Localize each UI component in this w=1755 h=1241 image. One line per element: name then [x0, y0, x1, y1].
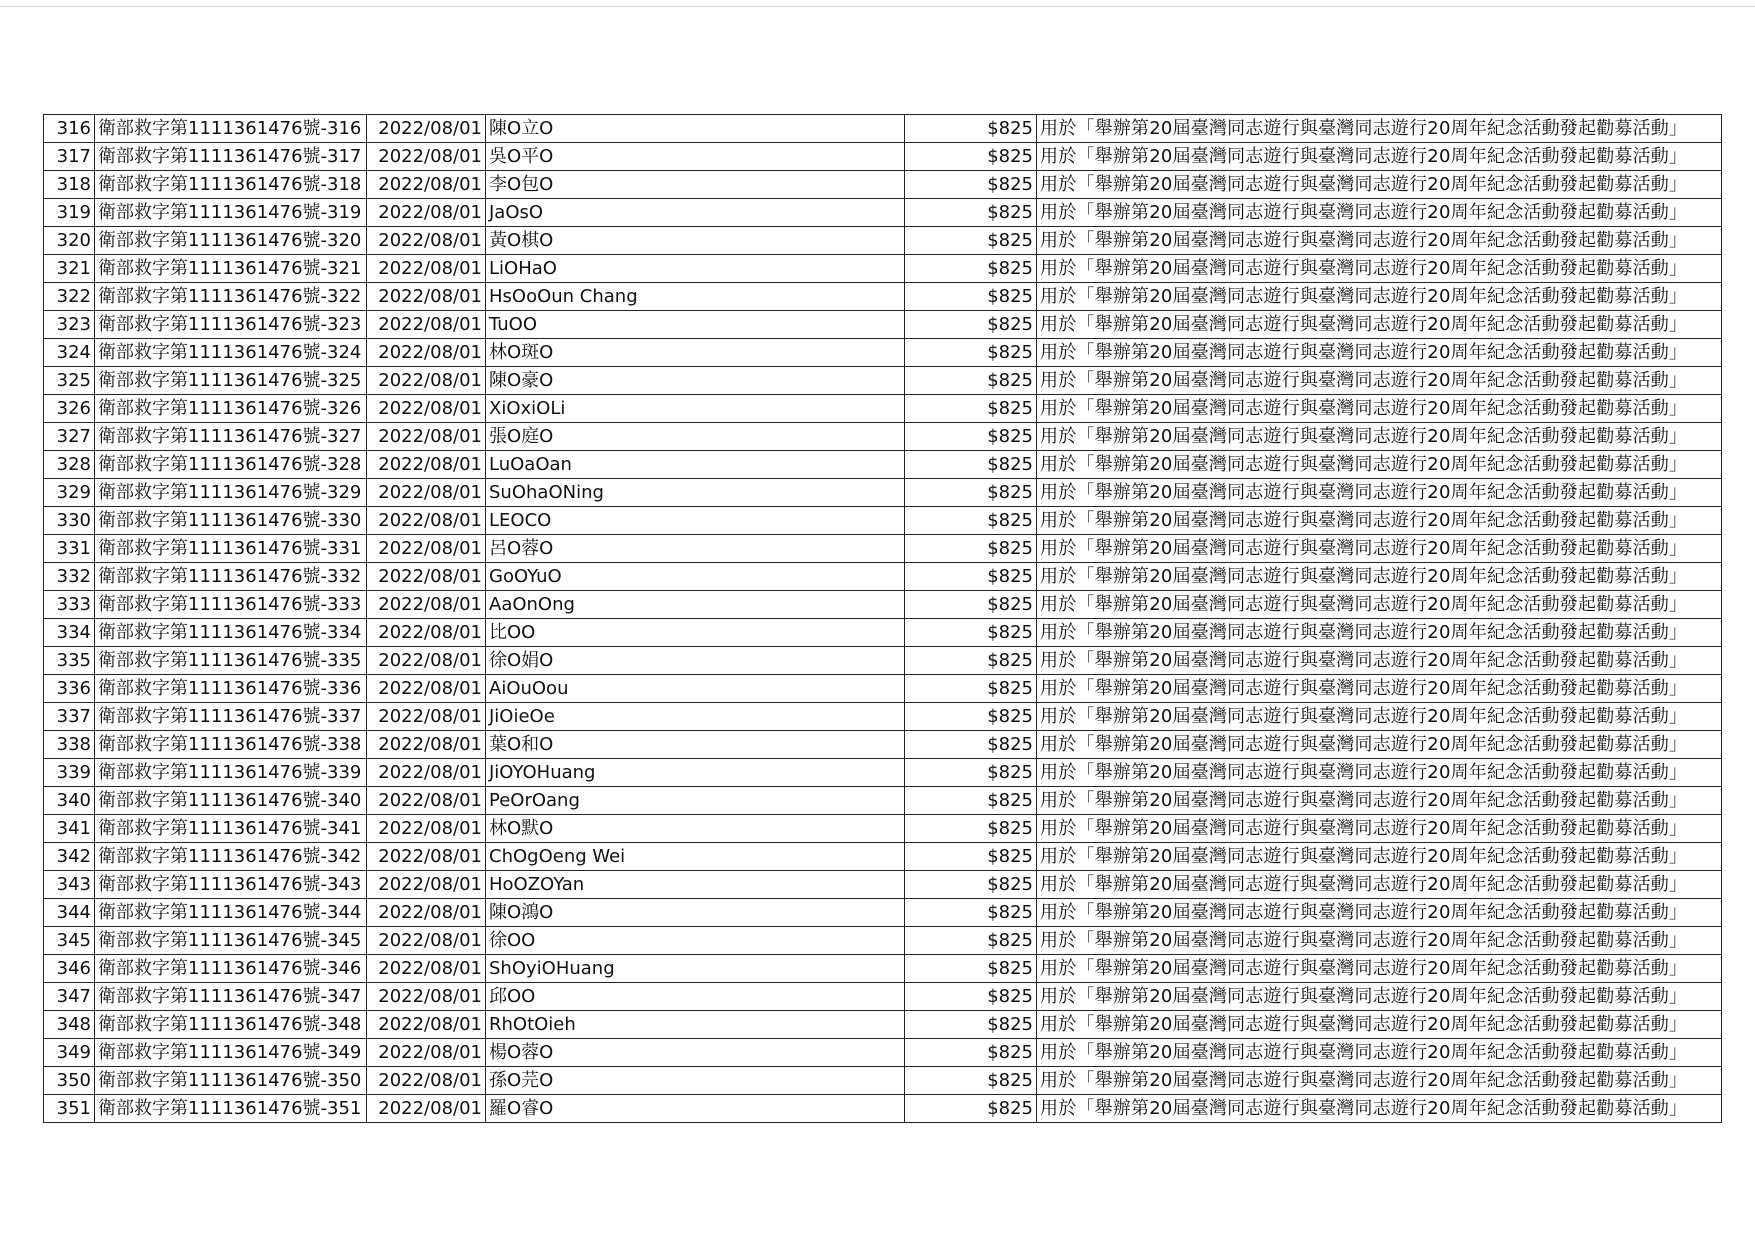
document-number: 衛部救字第1111361476號-336: [95, 675, 367, 703]
donation-amount: $825: [905, 535, 1037, 563]
donation-date: 2022/08/01: [367, 507, 486, 535]
donation-amount: $825: [905, 591, 1037, 619]
donor-name: 邱OO: [486, 983, 905, 1011]
table-row: [44, 647, 1722, 675]
donation-amount: $825: [905, 255, 1037, 283]
document-number: 衛部救字第1111361476號-324: [95, 339, 367, 367]
donation-date: 2022/08/01: [367, 871, 486, 899]
table-row: [44, 423, 1722, 451]
document-number: 衛部救字第1111361476號-342: [95, 843, 367, 871]
donation-purpose: 用於「舉辦第20屆臺灣同志遊行與臺灣同志遊行20周年紀念活動發起勸募活動」: [1037, 255, 1722, 283]
row-number: 332: [44, 563, 95, 591]
document-number: 衛部救字第1111361476號-346: [95, 955, 367, 983]
document-number: 衛部救字第1111361476號-333: [95, 591, 367, 619]
donation-date: 2022/08/01: [367, 787, 486, 815]
row-number: 334: [44, 619, 95, 647]
document-number: 衛部救字第1111361476號-318: [95, 171, 367, 199]
donation-date: 2022/08/01: [367, 423, 486, 451]
donation-amount: $825: [905, 1095, 1037, 1123]
donation-date: 2022/08/01: [367, 731, 486, 759]
donation-amount: $825: [905, 451, 1037, 479]
row-number: 323: [44, 311, 95, 339]
document-number: 衛部救字第1111361476號-322: [95, 283, 367, 311]
table-row: [44, 927, 1722, 955]
row-number: 346: [44, 955, 95, 983]
donation-date: 2022/08/01: [367, 1039, 486, 1067]
table-row: [44, 1095, 1722, 1123]
document-number: 衛部救字第1111361476號-344: [95, 899, 367, 927]
row-number: 348: [44, 1011, 95, 1039]
donation-purpose: 用於「舉辦第20屆臺灣同志遊行與臺灣同志遊行20周年紀念活動發起勸募活動」: [1037, 787, 1722, 815]
donation-purpose: 用於「舉辦第20屆臺灣同志遊行與臺灣同志遊行20周年紀念活動發起勸募活動」: [1037, 1011, 1722, 1039]
donation-amount: $825: [905, 1039, 1037, 1067]
row-number: 331: [44, 535, 95, 563]
donation-date: 2022/08/01: [367, 395, 486, 423]
donor-name: 吳O平O: [486, 143, 905, 171]
document-number: 衛部救字第1111361476號-329: [95, 479, 367, 507]
donation-amount: $825: [905, 787, 1037, 815]
donation-purpose: 用於「舉辦第20屆臺灣同志遊行與臺灣同志遊行20周年紀念活動發起勸募活動」: [1037, 507, 1722, 535]
donation-amount: $825: [905, 843, 1037, 871]
donation-purpose: 用於「舉辦第20屆臺灣同志遊行與臺灣同志遊行20周年紀念活動發起勸募活動」: [1037, 591, 1722, 619]
donation-amount: $825: [905, 927, 1037, 955]
donation-date: 2022/08/01: [367, 479, 486, 507]
donation-date: 2022/08/01: [367, 1067, 486, 1095]
donation-date: 2022/08/01: [367, 283, 486, 311]
donation-amount: $825: [905, 115, 1037, 143]
donation-purpose: 用於「舉辦第20屆臺灣同志遊行與臺灣同志遊行20周年紀念活動發起勸募活動」: [1037, 955, 1722, 983]
row-number: 336: [44, 675, 95, 703]
table-row: [44, 591, 1722, 619]
donation-purpose: 用於「舉辦第20屆臺灣同志遊行與臺灣同志遊行20周年紀念活動發起勸募活動」: [1037, 703, 1722, 731]
document-number: 衛部救字第1111361476號-351: [95, 1095, 367, 1123]
donation-date: 2022/08/01: [367, 619, 486, 647]
donation-purpose: 用於「舉辦第20屆臺灣同志遊行與臺灣同志遊行20周年紀念活動發起勸募活動」: [1037, 423, 1722, 451]
row-number: 338: [44, 731, 95, 759]
donation-amount: $825: [905, 311, 1037, 339]
donation-amount: $825: [905, 227, 1037, 255]
donation-date: 2022/08/01: [367, 171, 486, 199]
table-row: [44, 759, 1722, 787]
donation-amount: $825: [905, 563, 1037, 591]
donation-date: 2022/08/01: [367, 199, 486, 227]
donation-amount: $825: [905, 199, 1037, 227]
table-row: [44, 535, 1722, 563]
donation-purpose: 用於「舉辦第20屆臺灣同志遊行與臺灣同志遊行20周年紀念活動發起勸募活動」: [1037, 479, 1722, 507]
donation-amount: $825: [905, 423, 1037, 451]
table-row: [44, 871, 1722, 899]
document-number: 衛部救字第1111361476號-327: [95, 423, 367, 451]
row-number: 320: [44, 227, 95, 255]
donation-purpose: 用於「舉辦第20屆臺灣同志遊行與臺灣同志遊行20周年紀念活動發起勸募活動」: [1037, 1095, 1722, 1123]
document-number: 衛部救字第1111361476號-349: [95, 1039, 367, 1067]
donation-purpose: 用於「舉辦第20屆臺灣同志遊行與臺灣同志遊行20周年紀念活動發起勸募活動」: [1037, 115, 1722, 143]
donation-purpose: 用於「舉辦第20屆臺灣同志遊行與臺灣同志遊行20周年紀念活動發起勸募活動」: [1037, 1039, 1722, 1067]
row-number: 316: [44, 115, 95, 143]
document-number: 衛部救字第1111361476號-323: [95, 311, 367, 339]
row-number: 319: [44, 199, 95, 227]
donation-date: 2022/08/01: [367, 563, 486, 591]
donation-purpose: 用於「舉辦第20屆臺灣同志遊行與臺灣同志遊行20周年紀念活動發起勸募活動」: [1037, 227, 1722, 255]
donor-name: 楊O蓉O: [486, 1039, 905, 1067]
donation-amount: $825: [905, 703, 1037, 731]
donation-purpose: 用於「舉辦第20屆臺灣同志遊行與臺灣同志遊行20周年紀念活動發起勸募活動」: [1037, 311, 1722, 339]
donation-date: 2022/08/01: [367, 647, 486, 675]
row-number: 337: [44, 703, 95, 731]
table-row: [44, 787, 1722, 815]
donation-purpose: 用於「舉辦第20屆臺灣同志遊行與臺灣同志遊行20周年紀念活動發起勸募活動」: [1037, 899, 1722, 927]
document-number: 衛部救字第1111361476號-328: [95, 451, 367, 479]
table-row: [44, 955, 1722, 983]
table-row: [44, 451, 1722, 479]
donor-name: 呂O蓉O: [486, 535, 905, 563]
donation-date: 2022/08/01: [367, 759, 486, 787]
row-number: 325: [44, 367, 95, 395]
donation-date: 2022/08/01: [367, 591, 486, 619]
donation-date: 2022/08/01: [367, 339, 486, 367]
donation-amount: $825: [905, 955, 1037, 983]
donation-purpose: 用於「舉辦第20屆臺灣同志遊行與臺灣同志遊行20周年紀念活動發起勸募活動」: [1037, 171, 1722, 199]
donor-name: 陳O立O: [486, 115, 905, 143]
donation-amount: $825: [905, 395, 1037, 423]
table-row: [44, 199, 1722, 227]
donation-date: 2022/08/01: [367, 675, 486, 703]
donation-purpose: 用於「舉辦第20屆臺灣同志遊行與臺灣同志遊行20周年紀念活動發起勸募活動」: [1037, 367, 1722, 395]
table-row: [44, 815, 1722, 843]
donation-purpose: 用於「舉辦第20屆臺灣同志遊行與臺灣同志遊行20周年紀念活動發起勸募活動」: [1037, 647, 1722, 675]
table-row: [44, 619, 1722, 647]
donor-name: LEOCO: [486, 507, 905, 535]
donation-amount: $825: [905, 899, 1037, 927]
donation-ledger-table: [43, 114, 1722, 1123]
table-row: [44, 1039, 1722, 1067]
donor-name: 陳O鴻O: [486, 899, 905, 927]
donation-purpose: 用於「舉辦第20屆臺灣同志遊行與臺灣同志遊行20周年紀念活動發起勸募活動」: [1037, 283, 1722, 311]
document-number: 衛部救字第1111361476號-331: [95, 535, 367, 563]
donation-amount: $825: [905, 143, 1037, 171]
donation-amount: $825: [905, 675, 1037, 703]
row-number: 328: [44, 451, 95, 479]
donor-name: 林O斑O: [486, 339, 905, 367]
row-number: 343: [44, 871, 95, 899]
document-number: 衛部救字第1111361476號-339: [95, 759, 367, 787]
donation-date: 2022/08/01: [367, 311, 486, 339]
row-number: 340: [44, 787, 95, 815]
row-number: 347: [44, 983, 95, 1011]
donation-amount: $825: [905, 619, 1037, 647]
donation-date: 2022/08/01: [367, 143, 486, 171]
donation-date: 2022/08/01: [367, 227, 486, 255]
donor-name: LuOaOan: [486, 451, 905, 479]
row-number: 349: [44, 1039, 95, 1067]
donation-amount: $825: [905, 171, 1037, 199]
donation-date: 2022/08/01: [367, 927, 486, 955]
donor-name: 徐O娟O: [486, 647, 905, 675]
ledger-body: [44, 115, 1722, 1123]
document-number: 衛部救字第1111361476號-345: [95, 927, 367, 955]
table-row: [44, 227, 1722, 255]
donation-amount: $825: [905, 815, 1037, 843]
donation-purpose: 用於「舉辦第20屆臺灣同志遊行與臺灣同志遊行20周年紀念活動發起勸募活動」: [1037, 843, 1722, 871]
donation-amount: $825: [905, 367, 1037, 395]
donation-amount: $825: [905, 479, 1037, 507]
row-number: 324: [44, 339, 95, 367]
document-number: 衛部救字第1111361476號-325: [95, 367, 367, 395]
document-number: 衛部救字第1111361476號-326: [95, 395, 367, 423]
donation-date: 2022/08/01: [367, 899, 486, 927]
donation-date: 2022/08/01: [367, 1095, 486, 1123]
donor-name: TuOO: [486, 311, 905, 339]
table-row: [44, 255, 1722, 283]
donation-date: 2022/08/01: [367, 255, 486, 283]
table-row: [44, 731, 1722, 759]
document-number: 衛部救字第1111361476號-317: [95, 143, 367, 171]
donor-name: XiOxiOLi: [486, 395, 905, 423]
table-row: [44, 115, 1722, 143]
donor-name: LiOHaO: [486, 255, 905, 283]
donor-name: RhOtOieh: [486, 1011, 905, 1039]
donation-purpose: 用於「舉辦第20屆臺灣同志遊行與臺灣同志遊行20周年紀念活動發起勸募活動」: [1037, 815, 1722, 843]
row-number: 322: [44, 283, 95, 311]
donation-purpose: 用於「舉辦第20屆臺灣同志遊行與臺灣同志遊行20周年紀念活動發起勸募活動」: [1037, 731, 1722, 759]
table-row: [44, 367, 1722, 395]
table-row: [44, 843, 1722, 871]
document-number: 衛部救字第1111361476號-321: [95, 255, 367, 283]
table-row: [44, 339, 1722, 367]
document-number: 衛部救字第1111361476號-316: [95, 115, 367, 143]
document-number: 衛部救字第1111361476號-330: [95, 507, 367, 535]
row-number: 317: [44, 143, 95, 171]
donation-purpose: 用於「舉辦第20屆臺灣同志遊行與臺灣同志遊行20周年紀念活動發起勸募活動」: [1037, 927, 1722, 955]
table-row: [44, 311, 1722, 339]
donation-date: 2022/08/01: [367, 983, 486, 1011]
table-row: [44, 395, 1722, 423]
donor-name: SuOhaONing: [486, 479, 905, 507]
donation-purpose: 用於「舉辦第20屆臺灣同志遊行與臺灣同志遊行20周年紀念活動發起勸募活動」: [1037, 451, 1722, 479]
donor-name: HoOZOYan: [486, 871, 905, 899]
table-row: [44, 1067, 1722, 1095]
donor-name: PeOrOang: [486, 787, 905, 815]
donation-date: 2022/08/01: [367, 703, 486, 731]
donor-name: JiOieOe: [486, 703, 905, 731]
donor-name: 葉O和O: [486, 731, 905, 759]
donation-date: 2022/08/01: [367, 367, 486, 395]
donation-date: 2022/08/01: [367, 843, 486, 871]
donation-date: 2022/08/01: [367, 535, 486, 563]
document-number: 衛部救字第1111361476號-320: [95, 227, 367, 255]
donor-name: 羅O睿O: [486, 1095, 905, 1123]
document-number: 衛部救字第1111361476號-334: [95, 619, 367, 647]
document-number: 衛部救字第1111361476號-340: [95, 787, 367, 815]
donor-name: 林O默O: [486, 815, 905, 843]
row-number: 333: [44, 591, 95, 619]
donation-amount: $825: [905, 339, 1037, 367]
row-number: 339: [44, 759, 95, 787]
table-row: [44, 563, 1722, 591]
donation-amount: $825: [905, 647, 1037, 675]
donation-purpose: 用於「舉辦第20屆臺灣同志遊行與臺灣同志遊行20周年紀念活動發起勸募活動」: [1037, 619, 1722, 647]
donation-purpose: 用於「舉辦第20屆臺灣同志遊行與臺灣同志遊行20周年紀念活動發起勸募活動」: [1037, 563, 1722, 591]
donor-name: 孫O芫O: [486, 1067, 905, 1095]
donor-name: 比OO: [486, 619, 905, 647]
donation-amount: $825: [905, 1067, 1037, 1095]
donation-purpose: 用於「舉辦第20屆臺灣同志遊行與臺灣同志遊行20周年紀念活動發起勸募活動」: [1037, 871, 1722, 899]
row-number: 335: [44, 647, 95, 675]
document-number: 衛部救字第1111361476號-350: [95, 1067, 367, 1095]
table-row: [44, 171, 1722, 199]
donor-name: JaOsO: [486, 199, 905, 227]
donation-purpose: 用於「舉辦第20屆臺灣同志遊行與臺灣同志遊行20周年紀念活動發起勸募活動」: [1037, 1067, 1722, 1095]
document-number: 衛部救字第1111361476號-337: [95, 703, 367, 731]
table-row: [44, 899, 1722, 927]
donor-name: JiOYOHuang: [486, 759, 905, 787]
donor-name: ShOyiOHuang: [486, 955, 905, 983]
document-number: 衛部救字第1111361476號-319: [95, 199, 367, 227]
donor-name: 陳O豪O: [486, 367, 905, 395]
donor-name: 黃O棋O: [486, 227, 905, 255]
donation-purpose: 用於「舉辦第20屆臺灣同志遊行與臺灣同志遊行20周年紀念活動發起勸募活動」: [1037, 339, 1722, 367]
donation-purpose: 用於「舉辦第20屆臺灣同志遊行與臺灣同志遊行20周年紀念活動發起勸募活動」: [1037, 535, 1722, 563]
donor-name: AaOnOng: [486, 591, 905, 619]
donation-amount: $825: [905, 283, 1037, 311]
donation-amount: $825: [905, 1011, 1037, 1039]
donor-name: GoOYuO: [486, 563, 905, 591]
row-number: 327: [44, 423, 95, 451]
table-row: [44, 1011, 1722, 1039]
row-number: 318: [44, 171, 95, 199]
document-number: 衛部救字第1111361476號-341: [95, 815, 367, 843]
row-number: 330: [44, 507, 95, 535]
donation-amount: $825: [905, 983, 1037, 1011]
row-number: 321: [44, 255, 95, 283]
donor-name: AiOuOou: [486, 675, 905, 703]
table-row: [44, 507, 1722, 535]
table-row: [44, 479, 1722, 507]
donor-name: ChOgOeng Wei: [486, 843, 905, 871]
document-number: 衛部救字第1111361476號-338: [95, 731, 367, 759]
donor-name: 李O包O: [486, 171, 905, 199]
row-number: 341: [44, 815, 95, 843]
table-row: [44, 983, 1722, 1011]
donation-amount: $825: [905, 507, 1037, 535]
row-number: 344: [44, 899, 95, 927]
document-number: 衛部救字第1111361476號-343: [95, 871, 367, 899]
donation-purpose: 用於「舉辦第20屆臺灣同志遊行與臺灣同志遊行20周年紀念活動發起勸募活動」: [1037, 395, 1722, 423]
donation-purpose: 用於「舉辦第20屆臺灣同志遊行與臺灣同志遊行20周年紀念活動發起勸募活動」: [1037, 983, 1722, 1011]
donor-name: HsOoOun Chang: [486, 283, 905, 311]
donation-date: 2022/08/01: [367, 451, 486, 479]
donor-name: 徐OO: [486, 927, 905, 955]
donation-date: 2022/08/01: [367, 815, 486, 843]
document-number: 衛部救字第1111361476號-332: [95, 563, 367, 591]
scan-edge-line: [0, 6, 1755, 7]
donation-date: 2022/08/01: [367, 955, 486, 983]
document-number: 衛部救字第1111361476號-348: [95, 1011, 367, 1039]
row-number: 345: [44, 927, 95, 955]
donation-purpose: 用於「舉辦第20屆臺灣同志遊行與臺灣同志遊行20周年紀念活動發起勸募活動」: [1037, 199, 1722, 227]
table-row: [44, 283, 1722, 311]
donation-date: 2022/08/01: [367, 1011, 486, 1039]
document-number: 衛部救字第1111361476號-335: [95, 647, 367, 675]
donation-purpose: 用於「舉辦第20屆臺灣同志遊行與臺灣同志遊行20周年紀念活動發起勸募活動」: [1037, 675, 1722, 703]
donation-amount: $825: [905, 731, 1037, 759]
table-row: [44, 675, 1722, 703]
donation-date: 2022/08/01: [367, 115, 486, 143]
donor-name: 張O庭O: [486, 423, 905, 451]
row-number: 329: [44, 479, 95, 507]
donation-amount: $825: [905, 759, 1037, 787]
donation-purpose: 用於「舉辦第20屆臺灣同志遊行與臺灣同志遊行20周年紀念活動發起勸募活動」: [1037, 759, 1722, 787]
row-number: 342: [44, 843, 95, 871]
donation-purpose: 用於「舉辦第20屆臺灣同志遊行與臺灣同志遊行20周年紀念活動發起勸募活動」: [1037, 143, 1722, 171]
row-number: 351: [44, 1095, 95, 1123]
table-row: [44, 143, 1722, 171]
donation-amount: $825: [905, 871, 1037, 899]
document-number: 衛部救字第1111361476號-347: [95, 983, 367, 1011]
row-number: 326: [44, 395, 95, 423]
table-row: [44, 703, 1722, 731]
row-number: 350: [44, 1067, 95, 1095]
